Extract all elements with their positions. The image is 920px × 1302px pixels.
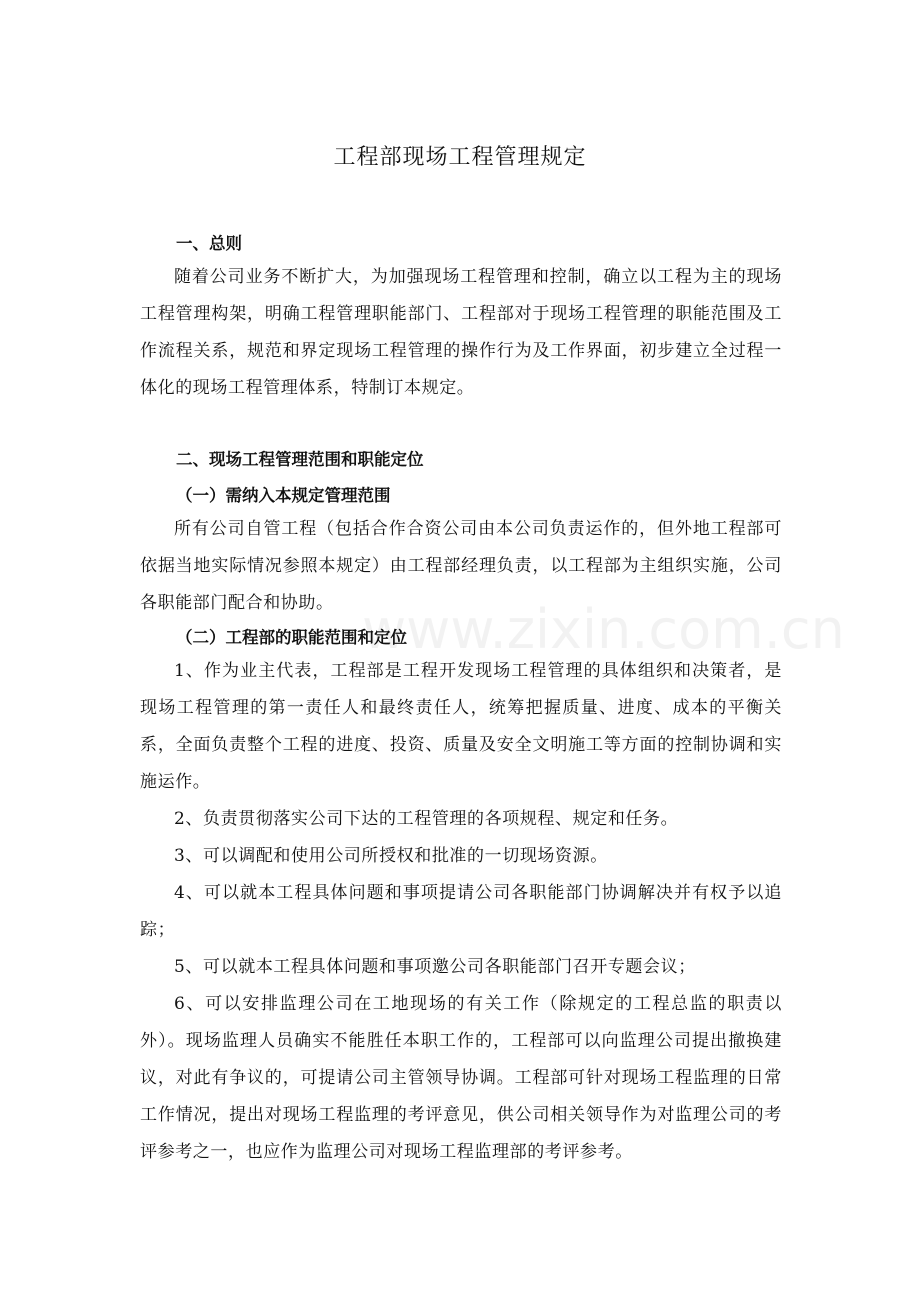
paragraph-item-5: 5、可以就本工程具体问题和事项邀公司各职能部门召开专题会议；	[174, 957, 696, 977]
paragraph-item-3: 3、可以调配和使用公司所授权和批准的一切现场资源。	[174, 846, 608, 866]
paragraph-item-4: 4、可以就本工程具体问题和事项提请公司各职能部门协调解决并有权予以追踪；	[140, 883, 782, 940]
subsection-heading-functions: （二）工程部的职能范围和定位	[176, 628, 407, 647]
paragraph-general: 随着公司业务不断扩大，为加强现场工程管理和控制，确立以工程为主的现场工程管理构架，明确工程管理职能部门、工程部对于现场工程管理的职能范围及工作流程关系，规范和界定现场工程管理的操作行为及工作界面，初步建立全过程一体化的现场工程管理体系，特制订本规定。	[140, 267, 782, 398]
paragraph-item-2: 2、负责贯彻落实公司下达的工程管理的各项规程、规定和任务。	[174, 809, 679, 829]
section-heading-general: 一、总则	[176, 234, 242, 253]
subsection-heading-scope-range: （一）需纳入本规定管理范围	[176, 486, 391, 505]
paragraph-scope-range: 所有公司自管工程（包括合作合资公司由本公司负责运作的，但外地工程部可依据当地实际情况参照本规定）由工程部经理负责，以工程部为主组织实施，公司各职能部门配合和协助。	[140, 519, 782, 613]
document-title: 工程部现场工程管理规定	[333, 145, 587, 170]
paragraph-item-6: 6、可以安排监理公司在工地现场的有关工作（除规定的工程总监的职责以外）。现场监理人员确实不能胜任本职工作的，工程部可以向监理公司提出撤换建议，对此有争议的，可提请公司主管领导协调。工程部可针对现场工程监理的日常工作情况，提出对现场工程监理的考评意见，供公司相关领导作为对监理公司的考评参考之一，也应作为监理公司对现场工程监理部的考评参考。	[140, 994, 782, 1162]
paragraph-item-1: 1、作为业主代表，工程部是工程开发现场工程管理的具体组织和决策者，是现场工程管理的第一责任人和最终责任人，统筹把握质量、进度、成本的平衡关系，全面负责整个工程的进度、投资、质量及安全文明施工等方面的控制协调和实施运作。	[140, 661, 782, 792]
section-heading-scope: 二、现场工程管理范围和职能定位	[176, 450, 424, 469]
watermark: www.zixin.com.cn	[362, 598, 845, 661]
